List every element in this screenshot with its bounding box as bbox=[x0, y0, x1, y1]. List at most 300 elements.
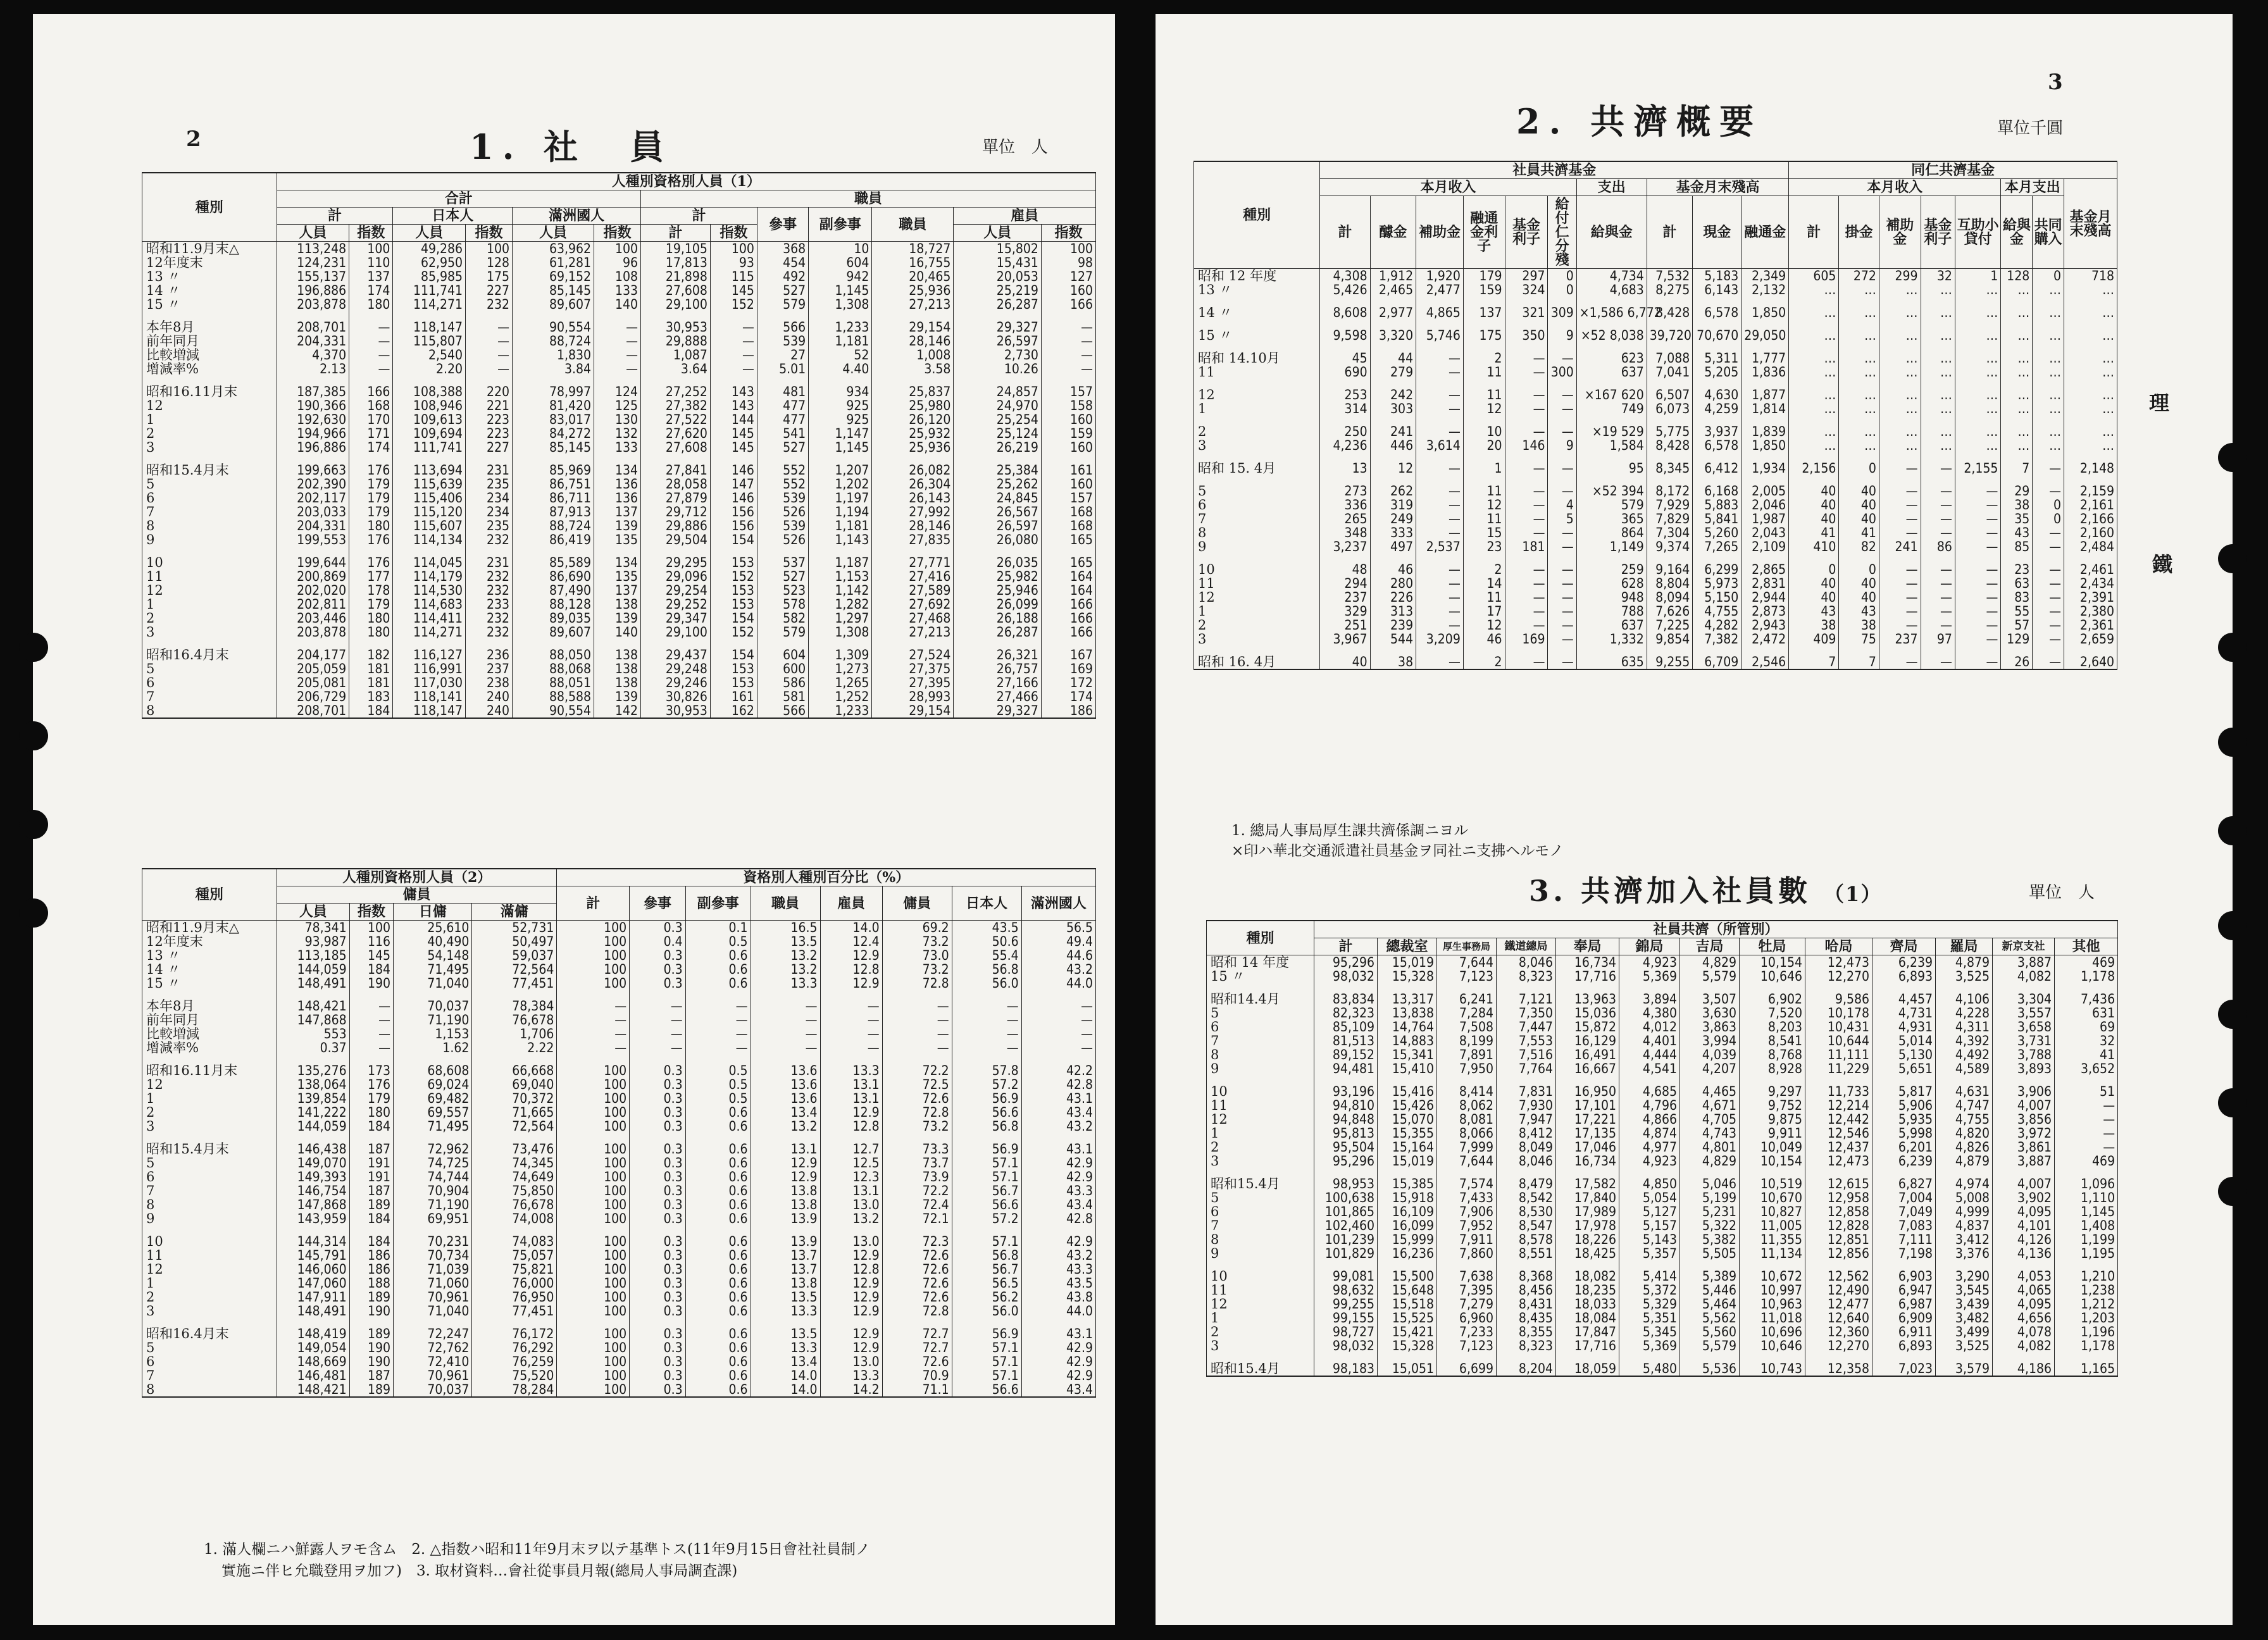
table-cell: 100 bbox=[557, 1078, 630, 1091]
table-cell: 9,374 bbox=[1647, 540, 1692, 554]
spacer-cell bbox=[1505, 452, 1548, 461]
table-cell: — bbox=[1416, 590, 1464, 604]
table-cell: 232 bbox=[466, 533, 513, 547]
header-mc-yoin: 滿傭 bbox=[472, 904, 557, 921]
table-cell: 42.2 bbox=[1021, 1064, 1095, 1078]
table-cell: 4,444 bbox=[1619, 1048, 1680, 1062]
spacer-cell bbox=[1576, 452, 1647, 461]
spacer-cell bbox=[1041, 454, 1095, 463]
header-employee-fund: 社員共濟基金 bbox=[1320, 161, 1789, 179]
table-cell: 12,562 bbox=[1805, 1269, 1872, 1283]
table-cell: 579 bbox=[757, 625, 808, 639]
table-cell: 1,142 bbox=[809, 583, 872, 597]
table-cell: 1,087 bbox=[641, 348, 711, 362]
table-cell: 0.3 bbox=[630, 1184, 686, 1198]
spacer-cell bbox=[1805, 1353, 1872, 1362]
header-fukusanji: 副參事 bbox=[809, 208, 872, 242]
table-cell: 25,262 bbox=[954, 477, 1042, 491]
table-cell: 4,228 bbox=[1936, 1006, 1993, 1020]
table-cell: 32 bbox=[1921, 269, 1955, 283]
table-cell: 72,564 bbox=[472, 1119, 557, 1133]
table-cell: 139 bbox=[594, 690, 641, 704]
spacer-cell bbox=[2033, 554, 2064, 562]
table-cell: 136 bbox=[594, 477, 641, 491]
row-label: 15 〃 bbox=[1194, 328, 1320, 342]
table-cell: 1,233 bbox=[809, 704, 872, 718]
header-index: 指数 bbox=[594, 225, 641, 242]
spacer-cell bbox=[1194, 646, 1320, 655]
table-cell: 59,037 bbox=[472, 948, 557, 962]
table-cell: 13.4 bbox=[751, 1105, 820, 1119]
table-cell: 94,481 bbox=[1314, 1062, 1378, 1076]
page-number-left: 2 bbox=[186, 127, 201, 152]
table-cell: 16,734 bbox=[1556, 955, 1619, 970]
table-cell: … bbox=[2001, 388, 2033, 402]
spacer-cell bbox=[1955, 554, 2000, 562]
spacer-cell bbox=[1789, 379, 1839, 388]
table-cell: 5,817 bbox=[1872, 1084, 1936, 1098]
table-row bbox=[142, 704, 1096, 718]
table-cell: — bbox=[1548, 655, 1576, 669]
spacer-cell bbox=[2055, 1353, 2118, 1362]
table-cell: 0.6 bbox=[685, 1212, 751, 1226]
row-label: 12年度末 bbox=[142, 256, 277, 270]
footnote-left-2: 實施ニ伴ヒ允職登用ヲ加フ) 3. 取材資料…會社從事員月報(總局人事局調査課) bbox=[221, 1563, 738, 1579]
table-cell: 6,947 bbox=[1872, 1283, 1936, 1297]
table-cell: 4,879 bbox=[1936, 1154, 1993, 1168]
spacer-cell bbox=[1789, 416, 1839, 425]
spacer-cell bbox=[349, 547, 393, 556]
table-cell: — bbox=[820, 1041, 882, 1055]
header-pct-yoin: 傭員 bbox=[882, 886, 952, 921]
table-cell: 75,850 bbox=[472, 1184, 557, 1198]
table-cell: 4,065 bbox=[1993, 1283, 2055, 1297]
table-cell: 333 bbox=[1370, 526, 1416, 540]
table-cell: 180 bbox=[349, 611, 393, 625]
spacer-cell bbox=[1936, 1168, 1993, 1177]
table-cell: 187 bbox=[349, 1369, 393, 1382]
table-cell: 3,887 bbox=[1993, 955, 2055, 970]
table-cell: 95,296 bbox=[1314, 1154, 1378, 1168]
table-cell: … bbox=[1839, 365, 1879, 379]
table-cell: 26,188 bbox=[954, 611, 1042, 625]
spacer-cell bbox=[394, 1226, 472, 1234]
table-cell: 86,711 bbox=[513, 491, 594, 505]
table-cell: 4,101 bbox=[1993, 1219, 2055, 1233]
table-cell: 56.8 bbox=[952, 1119, 1021, 1133]
row-label: 11 bbox=[1194, 365, 1320, 379]
table-mutual-aid-fund bbox=[1193, 161, 2117, 670]
table-row bbox=[1194, 540, 2117, 554]
spacer-cell bbox=[1370, 320, 1416, 328]
spacer-cell bbox=[393, 454, 466, 463]
header-fund-balance: 基金月末殘高 bbox=[1647, 179, 1788, 196]
table-cell: — bbox=[1548, 388, 1576, 402]
table-cell: 5,998 bbox=[1872, 1126, 1936, 1140]
table-cell: 477 bbox=[757, 399, 808, 413]
table-cell: 135,276 bbox=[277, 1064, 349, 1078]
spacer-cell bbox=[1314, 983, 1378, 992]
table-cell: — bbox=[1921, 498, 1955, 512]
spacer-cell bbox=[2033, 475, 2064, 484]
table-cell: 170 bbox=[349, 413, 393, 426]
spacer-cell bbox=[1416, 554, 1464, 562]
table-cell: 137 bbox=[349, 270, 393, 283]
table-cell: 26,757 bbox=[954, 662, 1042, 676]
table-cell: 13.7 bbox=[751, 1248, 820, 1262]
table-row bbox=[1194, 320, 2117, 328]
table-cell: 96 bbox=[594, 256, 641, 270]
table-cell: 146,060 bbox=[277, 1262, 349, 1276]
table-cell: 2.13 bbox=[277, 362, 349, 376]
table-row bbox=[1207, 1168, 2118, 1177]
table-cell: 2,943 bbox=[1742, 618, 1789, 632]
table-cell: 0.3 bbox=[630, 1212, 686, 1226]
table-cell: 146 bbox=[710, 491, 757, 505]
table-row bbox=[1207, 1362, 2118, 1376]
spacer-cell bbox=[2001, 379, 2033, 388]
spacer-cell bbox=[1693, 297, 1742, 306]
row-label: 6 bbox=[142, 491, 277, 505]
table-cell: 12 bbox=[1463, 618, 1505, 632]
table-cell: 72.8 bbox=[882, 1105, 952, 1119]
spacer-cell bbox=[2001, 646, 2033, 655]
row-label: 14 〃 bbox=[142, 283, 277, 297]
row-label: 6 bbox=[142, 1170, 277, 1184]
table-cell: 1,830 bbox=[513, 348, 594, 362]
table-cell: 4,923 bbox=[1619, 1154, 1680, 1168]
table-cell: 26,597 bbox=[954, 519, 1042, 533]
spacer-cell bbox=[349, 1055, 393, 1064]
table-cell: 253 bbox=[1320, 388, 1370, 402]
table-cell: 100 bbox=[557, 1290, 630, 1304]
table-cell: 3,557 bbox=[1993, 1006, 2055, 1020]
row-label: 13 〃 bbox=[1194, 283, 1320, 297]
table-cell: 13.3 bbox=[820, 1369, 882, 1382]
table-cell: 5,651 bbox=[1872, 1062, 1936, 1076]
table-cell: — bbox=[466, 334, 513, 348]
table-cell: 49,286 bbox=[393, 242, 466, 256]
spacer-cell bbox=[1576, 320, 1647, 328]
table-cell: 6,241 bbox=[1437, 992, 1497, 1006]
table-cell: 56.9 bbox=[952, 1091, 1021, 1105]
table-cell: 1,008 bbox=[872, 348, 954, 362]
table-cell: 138 bbox=[594, 597, 641, 611]
table-cell: 98 bbox=[1041, 256, 1095, 270]
spacer-cell bbox=[872, 547, 954, 556]
table-row bbox=[1207, 1205, 2118, 1219]
table-cell: 232 bbox=[466, 569, 513, 583]
table-cell: 4,850 bbox=[1619, 1177, 1680, 1191]
table-cell: 4,078 bbox=[1993, 1325, 2055, 1339]
table-cell: 5,480 bbox=[1619, 1362, 1680, 1376]
table-cell: 100 bbox=[466, 242, 513, 256]
table-cell: — bbox=[710, 348, 757, 362]
table-cell: 46 bbox=[1370, 562, 1416, 576]
table-cell: … bbox=[1789, 425, 1839, 438]
margin-mark-1: 理 bbox=[2149, 391, 2170, 415]
table-cell: — bbox=[2033, 461, 2064, 475]
table-cell: 57.1 bbox=[952, 1355, 1021, 1369]
table-cell: 12.9 bbox=[820, 1248, 882, 1262]
table-cell: 2,461 bbox=[2064, 562, 2117, 576]
table-cell: 40 bbox=[1789, 590, 1839, 604]
table-row bbox=[1207, 1219, 2118, 1233]
table-cell: 85,969 bbox=[513, 463, 594, 477]
spacer-cell bbox=[1955, 320, 2000, 328]
spacer-cell bbox=[1879, 554, 1921, 562]
table-cell: 40 bbox=[1320, 655, 1370, 669]
table-cell: … bbox=[1955, 438, 2000, 452]
table-cell: 100 bbox=[557, 1341, 630, 1355]
table-cell: 0.3 bbox=[630, 1234, 686, 1248]
spacer-cell bbox=[472, 1226, 557, 1234]
table-cell: 20,465 bbox=[872, 270, 954, 283]
header-col: 新京支社 bbox=[1993, 938, 2055, 955]
table-cell: 4,308 bbox=[1320, 269, 1370, 283]
table-cell: 1,197 bbox=[809, 491, 872, 505]
table-cell: 90,554 bbox=[513, 704, 594, 718]
table-cell: 6,893 bbox=[1872, 969, 1936, 983]
row-label: 2 bbox=[1194, 425, 1320, 438]
spacer-cell bbox=[1740, 983, 1805, 992]
row-label: 5 bbox=[142, 1341, 277, 1355]
table-cell: 5,775 bbox=[1647, 425, 1692, 438]
table-cell: 12,828 bbox=[1805, 1219, 1872, 1233]
spacer-cell bbox=[1921, 475, 1955, 484]
table-cell: 28,146 bbox=[872, 334, 954, 348]
table-cell: — bbox=[1416, 618, 1464, 632]
table-cell: — bbox=[1921, 526, 1955, 540]
table-cell: 7,952 bbox=[1437, 1219, 1497, 1233]
table-cell: 29,888 bbox=[641, 334, 711, 348]
row-label: 11 bbox=[1207, 1098, 1314, 1112]
row-label: 2 bbox=[1194, 618, 1320, 632]
table-cell: 3,304 bbox=[1993, 992, 2055, 1006]
header-col: 奉局 bbox=[1556, 938, 1619, 955]
spacer-cell bbox=[1839, 379, 1879, 388]
table-cell: 249 bbox=[1370, 512, 1416, 526]
header-count: 人員 bbox=[277, 225, 349, 242]
row-label: 9 bbox=[1207, 1246, 1314, 1260]
spacer-cell bbox=[1320, 452, 1370, 461]
table-cell: 9,752 bbox=[1740, 1098, 1805, 1112]
table-cell: 191 bbox=[349, 1170, 393, 1184]
table-cell: — bbox=[882, 999, 952, 1013]
table-cell: 2 bbox=[1463, 562, 1505, 576]
table-cell: — bbox=[630, 1041, 686, 1055]
spacer-cell bbox=[1805, 983, 1872, 992]
table-cell: 114,411 bbox=[393, 611, 466, 625]
table-cell: 98,727 bbox=[1314, 1325, 1378, 1339]
table-cell: 100 bbox=[557, 948, 630, 962]
table-cell: — bbox=[1921, 618, 1955, 632]
table-cell: — bbox=[1879, 562, 1921, 576]
table-cell: 7,553 bbox=[1497, 1034, 1556, 1048]
table-cell: 8,431 bbox=[1497, 1297, 1556, 1311]
table-cell: 202,020 bbox=[277, 583, 349, 597]
table-cell: 233 bbox=[466, 597, 513, 611]
table-cell: 1,181 bbox=[809, 519, 872, 533]
table-cell: 635 bbox=[1576, 655, 1647, 669]
spacer-cell bbox=[1879, 646, 1921, 655]
table-cell: 15,019 bbox=[1378, 955, 1437, 970]
table-cell: 1,252 bbox=[809, 690, 872, 704]
table-row bbox=[1207, 1177, 2118, 1191]
spacer-cell bbox=[349, 639, 393, 648]
table-cell: — bbox=[1505, 484, 1548, 498]
spacer-cell bbox=[952, 1055, 1021, 1064]
table-cell: 99,081 bbox=[1314, 1269, 1378, 1283]
table-cell: 72.1 bbox=[882, 1212, 952, 1226]
spacer-cell bbox=[142, 547, 277, 556]
spacer-cell bbox=[872, 639, 954, 648]
header-shokuin-group: 職員 bbox=[641, 190, 1096, 208]
header-col: 哈局 bbox=[1805, 938, 1872, 955]
table-cell: 6,412 bbox=[1693, 461, 1742, 475]
table-row bbox=[142, 1304, 1096, 1318]
table-cell: 11 bbox=[1463, 484, 1505, 498]
spacer-cell bbox=[685, 1318, 751, 1327]
table-cell: 100 bbox=[557, 1198, 630, 1212]
row-label: 本年8月 bbox=[142, 320, 277, 334]
table-cell: — bbox=[1879, 604, 1921, 618]
spacer-cell bbox=[1207, 1168, 1314, 1177]
table-cell: 199,553 bbox=[277, 533, 349, 547]
table-cell: 526 bbox=[757, 505, 808, 519]
table-cell: 25,982 bbox=[954, 569, 1042, 583]
table-cell: 481 bbox=[757, 385, 808, 399]
table-cell: 1,839 bbox=[1742, 425, 1789, 438]
spacer-cell bbox=[1872, 983, 1936, 992]
table-cell: 2,944 bbox=[1742, 590, 1789, 604]
table-cell: 12 bbox=[1463, 402, 1505, 416]
table-cell: 118,147 bbox=[393, 704, 466, 718]
table-cell: 71,040 bbox=[394, 1304, 472, 1318]
table-cell: 241 bbox=[1370, 425, 1416, 438]
row-label: 昭和16.11月末 bbox=[142, 1064, 277, 1078]
table-cell: 27,375 bbox=[872, 662, 954, 676]
table-cell: 2,161 bbox=[2064, 498, 2117, 512]
table-cell: 3,237 bbox=[1320, 540, 1370, 554]
spacer-cell bbox=[1879, 379, 1921, 388]
table-cell: 70,372 bbox=[472, 1091, 557, 1105]
table-cell: 5,205 bbox=[1693, 365, 1742, 379]
table-cell: 74,649 bbox=[472, 1170, 557, 1184]
table-cell: 17,046 bbox=[1556, 1140, 1619, 1154]
table-cell: 9,911 bbox=[1740, 1126, 1805, 1140]
table-cell: 180 bbox=[349, 519, 393, 533]
table-row bbox=[142, 1170, 1096, 1184]
table-cell: 69,557 bbox=[394, 1105, 472, 1119]
table-cell: 4,039 bbox=[1680, 1048, 1740, 1062]
table-cell: — bbox=[1921, 576, 1955, 590]
table-cell: 114,134 bbox=[393, 533, 466, 547]
table-cell: 3,937 bbox=[1693, 425, 1742, 438]
table-cell: 171 bbox=[349, 426, 393, 440]
table-cell: 4,541 bbox=[1619, 1062, 1680, 1076]
table-cell: 186 bbox=[1041, 704, 1095, 718]
table-cell: 12.8 bbox=[820, 1262, 882, 1276]
spacer-cell bbox=[1680, 983, 1740, 992]
table-cell: — bbox=[557, 999, 630, 1013]
table-cell: 94,810 bbox=[1314, 1098, 1378, 1112]
spacer-cell bbox=[513, 454, 594, 463]
table-row bbox=[1194, 512, 2117, 526]
table-cell: 1,706 bbox=[472, 1027, 557, 1041]
table-cell: 5,369 bbox=[1619, 969, 1680, 983]
table-cell: 73.0 bbox=[882, 948, 952, 962]
table-cell: 23 bbox=[1463, 540, 1505, 554]
spacer-cell bbox=[1879, 452, 1921, 461]
table-cell: 88,128 bbox=[513, 597, 594, 611]
table-cell: 1 bbox=[1955, 269, 2000, 283]
table-cell: 70,734 bbox=[394, 1248, 472, 1262]
row-label: 1 bbox=[1194, 402, 1320, 416]
table-cell: 29,712 bbox=[641, 505, 711, 519]
table-cell: 27,466 bbox=[954, 690, 1042, 704]
spacer-cell bbox=[1805, 1260, 1872, 1269]
table-cell: 2,391 bbox=[2064, 590, 2117, 604]
table-cell: 2,434 bbox=[2064, 576, 2117, 590]
table-row bbox=[1207, 1020, 2118, 1034]
row-label: 7 bbox=[1207, 1034, 1314, 1048]
spacer-cell bbox=[1839, 416, 1879, 425]
table-cell: 7,860 bbox=[1437, 1246, 1497, 1260]
spacer-cell bbox=[1839, 554, 1879, 562]
table-cell: 72.6 bbox=[882, 1248, 952, 1262]
table-cell: 73.2 bbox=[882, 935, 952, 948]
table-cell: 174 bbox=[349, 440, 393, 454]
table-cell: 7,999 bbox=[1437, 1140, 1497, 1154]
header-yoin: 傭員 bbox=[277, 886, 556, 904]
spacer-cell bbox=[1921, 416, 1955, 425]
table-row bbox=[142, 426, 1096, 440]
spacer-cell bbox=[2055, 1076, 2118, 1084]
table-cell: 145 bbox=[349, 948, 393, 962]
spacer-cell bbox=[757, 311, 808, 320]
header-total: 計 bbox=[1320, 196, 1370, 269]
spacer-cell bbox=[349, 1318, 393, 1327]
table-cell: 7,626 bbox=[1647, 604, 1692, 618]
table-cell: 40 bbox=[1839, 484, 1879, 498]
table-cell: 454 bbox=[757, 256, 808, 270]
table-cell: 20 bbox=[1463, 438, 1505, 452]
table-cell: 11,733 bbox=[1805, 1084, 1872, 1098]
table-cell: 5,560 bbox=[1680, 1325, 1740, 1339]
table-cell: 4,865 bbox=[1416, 306, 1464, 320]
table-cell: — bbox=[1021, 1027, 1095, 1041]
table-cell: 100 bbox=[594, 242, 641, 256]
spacer-cell bbox=[1497, 1353, 1556, 1362]
table-cell: 72,962 bbox=[394, 1142, 472, 1156]
table-cell: 168 bbox=[349, 399, 393, 413]
table-row bbox=[142, 1212, 1096, 1226]
table-cell: 43.3 bbox=[1021, 1262, 1095, 1276]
spacer-cell bbox=[472, 990, 557, 999]
spacer-cell bbox=[751, 1055, 820, 1064]
spacer-cell bbox=[882, 1226, 952, 1234]
row-label: 13 〃 bbox=[142, 270, 277, 283]
table-cell: 176 bbox=[349, 556, 393, 569]
spacer-cell bbox=[872, 376, 954, 385]
table-cell: — bbox=[630, 1013, 686, 1027]
table-cell: — bbox=[349, 320, 393, 334]
edge-notch bbox=[2218, 1177, 2247, 1206]
table-cell: 0.3 bbox=[630, 921, 686, 935]
table-cell: 69,482 bbox=[394, 1091, 472, 1105]
spacer-cell bbox=[2033, 342, 2064, 351]
